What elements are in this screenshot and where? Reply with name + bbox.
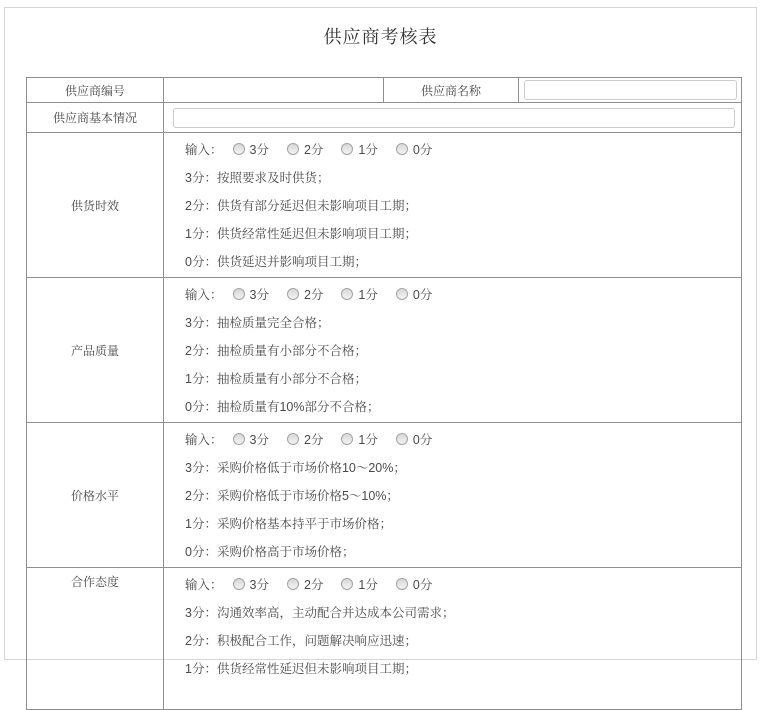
radio-button-icon[interactable] bbox=[233, 143, 245, 155]
radio-button-icon[interactable] bbox=[287, 433, 299, 445]
score-option[interactable] bbox=[287, 430, 323, 448]
score-input-label: 输入： bbox=[185, 433, 223, 447]
score-option[interactable] bbox=[396, 285, 432, 303]
basic-info-input[interactable] bbox=[173, 108, 735, 128]
score-option-label: 1分 bbox=[358, 578, 378, 592]
radio-button-icon[interactable] bbox=[396, 433, 408, 445]
radio-button-icon[interactable] bbox=[287, 578, 299, 590]
radio-button-icon[interactable] bbox=[233, 433, 245, 445]
criteria-label: 产品质量 bbox=[27, 278, 164, 423]
score-option[interactable] bbox=[396, 575, 432, 593]
score-input-label: 输入： bbox=[185, 143, 223, 157]
criteria-row bbox=[27, 568, 742, 710]
score-description: 3分：沟通效率高，主动配合并达成本公司需求； bbox=[185, 606, 455, 620]
page-title: 供应商考核表 bbox=[323, 27, 438, 47]
criteria-row bbox=[27, 278, 742, 423]
score-option-label: 3分 bbox=[249, 143, 269, 157]
score-option-label: 1分 bbox=[358, 288, 378, 302]
radio-button-icon[interactable] bbox=[396, 578, 408, 590]
score-input-label: 输入： bbox=[185, 578, 223, 592]
criteria-label: 合作态度 bbox=[27, 568, 164, 710]
score-option-label: 3分 bbox=[249, 288, 269, 302]
basic-info-cell bbox=[164, 103, 742, 133]
score-description: 1分：供货经常性延迟但未影响项目工期； bbox=[185, 227, 417, 241]
score-description: 0分：抽检质量有10%部分不合格； bbox=[185, 400, 380, 414]
criteria-label: 供货时效 bbox=[27, 133, 164, 278]
score-description: 1分：供货经常性延迟但未影响项目工期； bbox=[185, 662, 417, 676]
score-description: 0分：供货延迟并影响项目工期； bbox=[185, 255, 367, 269]
score-description: 3分：采购价格低于市场价格10～20%； bbox=[185, 461, 406, 475]
supplier-no-label: 供应商编号 bbox=[27, 78, 164, 103]
basic-info-label: 供应商基本情况 bbox=[27, 103, 164, 133]
radio-button-icon[interactable] bbox=[287, 288, 299, 300]
criteria-label: 价格水平 bbox=[27, 423, 164, 568]
score-option-label: 0分 bbox=[412, 578, 433, 592]
score-option[interactable] bbox=[341, 140, 377, 158]
criteria-content-cell bbox=[164, 278, 742, 423]
score-option-label: 1分 bbox=[358, 143, 378, 157]
score-input-line bbox=[185, 570, 733, 598]
basic-info-row bbox=[27, 103, 742, 133]
score-option-label: 2分 bbox=[303, 578, 324, 592]
criteria-row bbox=[27, 133, 742, 278]
score-option-label: 2分 bbox=[303, 288, 324, 302]
score-option[interactable] bbox=[233, 285, 269, 303]
score-option[interactable] bbox=[396, 430, 432, 448]
criteria-content-cell bbox=[164, 133, 742, 278]
radio-button-icon[interactable] bbox=[396, 143, 408, 155]
header-row bbox=[27, 78, 742, 103]
criteria-content-cell bbox=[164, 568, 742, 710]
radio-button-icon[interactable] bbox=[341, 578, 353, 590]
score-input-label: 输入： bbox=[185, 288, 223, 302]
score-input-line bbox=[185, 135, 733, 163]
score-description: 1分：采购价格基本持平于市场价格； bbox=[185, 517, 392, 531]
score-option-label: 0分 bbox=[412, 143, 433, 157]
form-container bbox=[4, 7, 757, 676]
score-description: 2分：抽检质量有小部分不合格； bbox=[185, 344, 367, 358]
radio-button-icon[interactable] bbox=[341, 143, 353, 155]
score-description: 1分：抽检质量有小部分不合格； bbox=[185, 372, 367, 386]
score-option[interactable] bbox=[287, 140, 323, 158]
score-option[interactable] bbox=[287, 575, 323, 593]
score-description: 0分：采购价格高于市场价格； bbox=[185, 545, 355, 559]
radio-button-icon[interactable] bbox=[341, 433, 353, 445]
assessment-table bbox=[26, 77, 742, 710]
score-option[interactable] bbox=[341, 285, 377, 303]
radio-button-icon[interactable] bbox=[233, 288, 245, 300]
score-description: 3分：抽检质量完全合格； bbox=[185, 316, 330, 330]
criteria-content-cell bbox=[164, 423, 742, 568]
radio-button-icon[interactable] bbox=[341, 288, 353, 300]
score-option-label: 0分 bbox=[412, 288, 433, 302]
supplier-no-value-cell[interactable] bbox=[164, 78, 384, 103]
supplier-name-input[interactable] bbox=[524, 80, 737, 100]
score-option[interactable] bbox=[287, 285, 323, 303]
score-option-label: 3分 bbox=[249, 433, 269, 447]
score-input-line bbox=[185, 280, 733, 308]
supplier-name-cell bbox=[519, 78, 742, 103]
radio-button-icon[interactable] bbox=[287, 143, 299, 155]
score-description: 2分：供货有部分延迟但未影响项目工期； bbox=[185, 199, 417, 213]
score-option[interactable] bbox=[233, 140, 269, 158]
score-option-label: 2分 bbox=[303, 433, 324, 447]
score-option-label: 0分 bbox=[412, 433, 433, 447]
score-description: 2分：积极配合工作，问题解决响应迅速； bbox=[185, 634, 417, 648]
score-description: 2分：采购价格低于市场价格5～10%； bbox=[185, 489, 399, 503]
score-input-line bbox=[185, 425, 733, 453]
score-option[interactable] bbox=[341, 575, 377, 593]
score-option-label: 1分 bbox=[358, 433, 378, 447]
score-option[interactable] bbox=[396, 140, 432, 158]
radio-button-icon[interactable] bbox=[233, 578, 245, 590]
radio-button-icon[interactable] bbox=[396, 288, 408, 300]
supplier-name-label: 供应商名称 bbox=[384, 78, 519, 103]
score-option-label: 2分 bbox=[303, 143, 324, 157]
criteria-row bbox=[27, 423, 742, 568]
score-option[interactable] bbox=[233, 575, 269, 593]
score-option[interactable] bbox=[341, 430, 377, 448]
score-option[interactable] bbox=[233, 430, 269, 448]
score-option-label: 3分 bbox=[249, 578, 269, 592]
score-description: 3分：按照要求及时供货； bbox=[185, 171, 330, 185]
